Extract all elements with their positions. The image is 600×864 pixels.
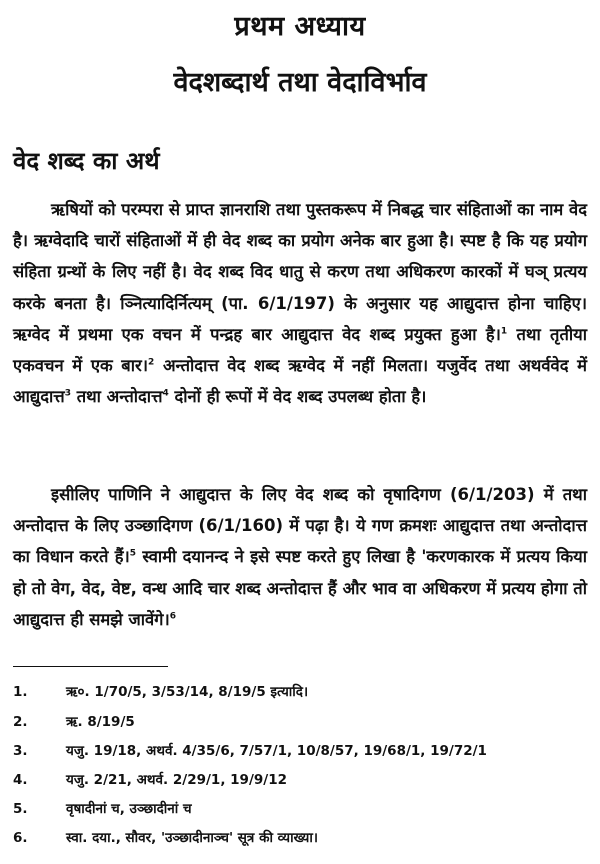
- footnote-marker: 1: [500, 326, 508, 337]
- footnote-text: यजु. 19/18, अथर्व. 4/35/6, 7/57/1, 10/8/57, 19/68/1, 19/72/1: [66, 743, 487, 759]
- footnote-text: वृषादीनां च, उञ्छादीनां च: [66, 801, 192, 817]
- paragraph-text: स्वामी दयानन्द ने इसे स्पष्ट करते हुए लिखा है 'करणकारक में प्रत्यय किया हो तो वेग, वेद, वेष्ट, वन्ध आदि चार शब्द अन्तोदात्त हैं और भाव वा अधिकरण में प्रत्यय होगा तो आद्युदात्त ही समझे जावेंगे।: [13, 547, 588, 629]
- footnote-number: 1.: [13, 684, 28, 700]
- body-paragraph: [13, 194, 587, 412]
- footnote-number: 4.: [13, 772, 28, 788]
- body-paragraph: [13, 479, 587, 635]
- footnote-marker: 5: [129, 548, 137, 559]
- footnote-marker: 2: [148, 357, 155, 368]
- footnote-text: ऋ. 8/19/5: [66, 714, 135, 730]
- paragraph-text: इसीलिए पाणिनि ने आद्युदात्त के लिए वेद शब्द को वृषादिगण (6/1/203) में तथा अन्तोदात्त के लिए उञ्छादिगण (6/1/160) में पढ़ा है। ये गण क्रमशः आद्युदात्त तथा अन्तोदात्त का विधान करते हैं।: [13, 485, 587, 567]
- footnote-number: 3.: [13, 743, 28, 759]
- paragraph-text: तथा अन्तोदात्त: [70, 387, 163, 407]
- paragraph-text: ऋषियों को परम्परा से प्राप्त ज्ञानराशि तथा पुस्तकरूप में निबद्ध चार संहिताओं का नाम वेद है। ऋग्वेदादि चारों संहिताओं में ही वेद शब्द का प्रयोग अनेक बार हुआ है। स्पष्ट है कि यह प्रयोग संहिता ग्रन्थों के लिए नहीं है। वेद शब्द विद धातु से करण तथा अधिकरण कारकों में घञ् प्रत्यय करके बनता है। ञ्नित्यादिर्नित्यम् (पा. 6/1/197) के अनुसार यह आद्युदात्त होना चाहिए। ऋग्वेद में प्रथमा एक वचन में पन्द्रह बार आद्युदात्त वेद शब्द प्रयुक्त हुआ है।: [13, 200, 587, 344]
- footnote-divider: [13, 666, 168, 667]
- chapter-subtitle: वेदशब्दार्थ तथा वेदाविर्भाव: [173, 67, 427, 98]
- footnote-number: 5.: [13, 801, 28, 817]
- footnote-marker: 4: [162, 388, 169, 399]
- footnote-text: ऋ०. 1/70/5, 3/53/14, 8/19/5 इत्यादि।: [66, 684, 309, 700]
- footnote-text: यजु. 2/21, अथर्व. 2/29/1, 19/9/12: [66, 772, 287, 788]
- paragraph-text: अन्तोदात्त वेद शब्द ऋग्वेद में नहीं मिलता। यजुर्वेद तथा अथर्ववेद में आद्युदात्त: [13, 356, 587, 407]
- paragraph-text: दोनों ही रूपों में वेद शब्द उपलब्ध होता है।: [168, 387, 427, 407]
- chapter-title: प्रथम अध्याय: [234, 11, 366, 42]
- footnote-marker: 6: [169, 611, 176, 622]
- section-heading: वेद शब्द का अर्थ: [13, 147, 160, 175]
- paragraph-text: तथा तृतीया एकवचन में एक बार।: [13, 324, 587, 376]
- footnote-text: स्वा. दया., सौवर, 'उञ्छादीनाञ्च' सूत्र की व्याख्या।: [66, 830, 318, 846]
- footnote-number: 2.: [13, 714, 28, 730]
- footnote-marker: 3: [64, 388, 71, 399]
- footnote-number: 6.: [13, 830, 28, 846]
